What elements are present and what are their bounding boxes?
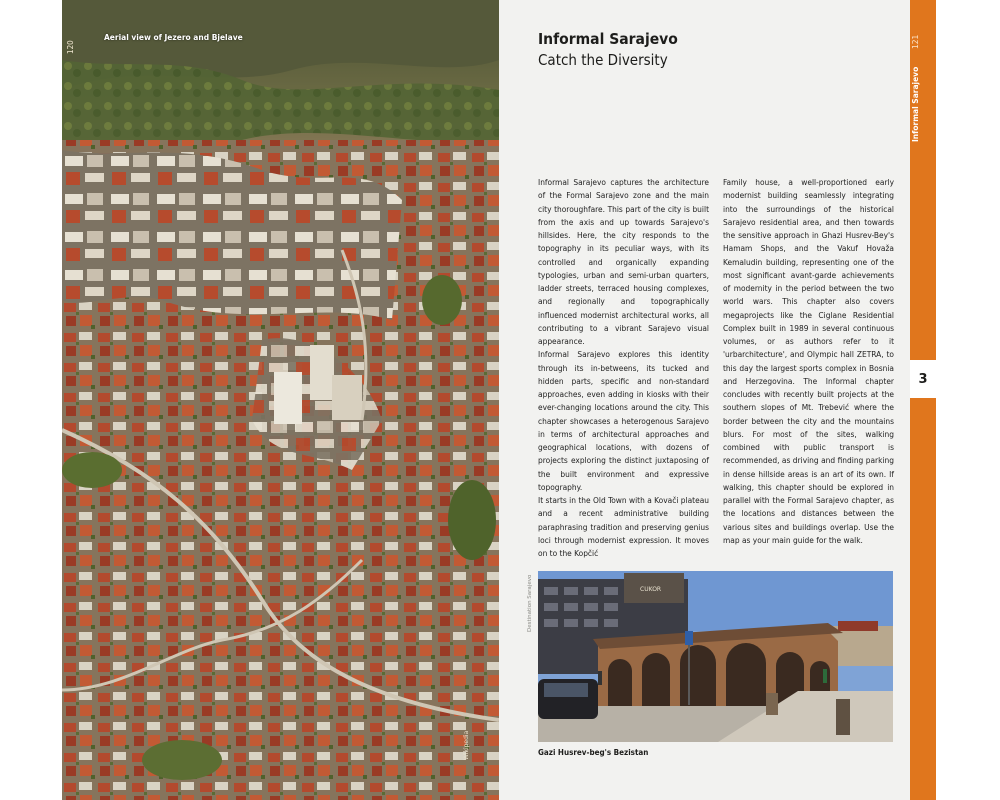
chapter-subtitle: Catch the Diversity: [538, 51, 668, 69]
body-column-2: [723, 176, 894, 547]
paragraph: Informal Sarajevo captures the architecture of the Formal Sarajevo zone and the main city thoroughfare. This part of the city is built from the axis and up towards Sarajevo's hillsides. Here, the city responds to the topography in its peculiar ways, with its controlled and organically expanding typologies, urban and semi-urban quarters, ladder streets, terraced housing complexes, and regionally and topographically influenced modernist architectural works, all contributing to a vibrant Sarajevo visual appearance.: [538, 177, 709, 346]
right-margin: [936, 0, 1000, 800]
chapter-tab-label: Informal Sarajevo: [911, 66, 920, 142]
aerial-photo: [62, 0, 499, 800]
page-number-left: 120: [66, 40, 75, 54]
page-number-right: 121: [911, 34, 920, 50]
paragraph: Informal Sarajevo explores this identity through its in-betweens, its tucked and hidden parts, specific and non-standard approaches, even adding in kiosks with their ever-changing locations around the city. This chapter showcases a heterogenous Sarajevo in terms of architectural approaches and geographical locations, with dozens of projects exploring the distinct juxtaposing of the built environment and expressive topography.: [538, 349, 709, 492]
left-margin: [0, 0, 62, 800]
bezistan-photo-credit: Destination Sarajevo: [527, 574, 533, 632]
chapter-number-badge: 3: [910, 360, 936, 398]
bezistan-photo-caption: Gazi Husrev-beg's Bezistan: [538, 748, 649, 757]
aerial-photo-caption: Aerial view of Jezero and Bjelave: [104, 33, 243, 42]
paragraph: Family house, a well-proportioned early modernist building seamlessly integrating into the surroundings of the historical Sarajevo residential area, and then towards the sensitive approach in Ghazi Husrev-Bey's Hamam Shops, and the Vakuf Hovaža Kemaludin building, representing one of the most significant avant-garde achievements of modernity in the period between the two world wars. This chapter also covers megaprojects like the Ciglane Residential Complex built in 1989 in several continuous volumes, or as authors refer to it 'urbarchitecture', and Olympic hall ZETRA, to this day the largest sports complex in Bosnia and Herzegovina. The Informal chapter concludes with recently built projects at the southern slopes of Mt. Trebević where the border between the city and the mountains blurs. For most of the sites, walking combined with public transport is recommended, as driving and finding parking in dense hillside areas is an art of its own. If walking, this chapter should be explored in parallel with the Formal Sarajevo chapter, as the locations and distances between the various sites and buildings overlap. Use the map as your main guide for the walk.: [723, 177, 894, 545]
bezistan-photo: [538, 571, 893, 742]
paragraph: It starts in the Old Town with a Kovači plateau and a recent administrative building paraphrasing tradition and preserving genius loci through modernist expression. It moves on to the Kopčić: [538, 495, 709, 558]
chapter-title: Informal Sarajevo: [538, 30, 678, 48]
body-column-1: [538, 176, 709, 560]
shop-sign: CUKOR: [640, 586, 662, 593]
aerial-photo-credit: Wikipedia: [463, 730, 470, 760]
